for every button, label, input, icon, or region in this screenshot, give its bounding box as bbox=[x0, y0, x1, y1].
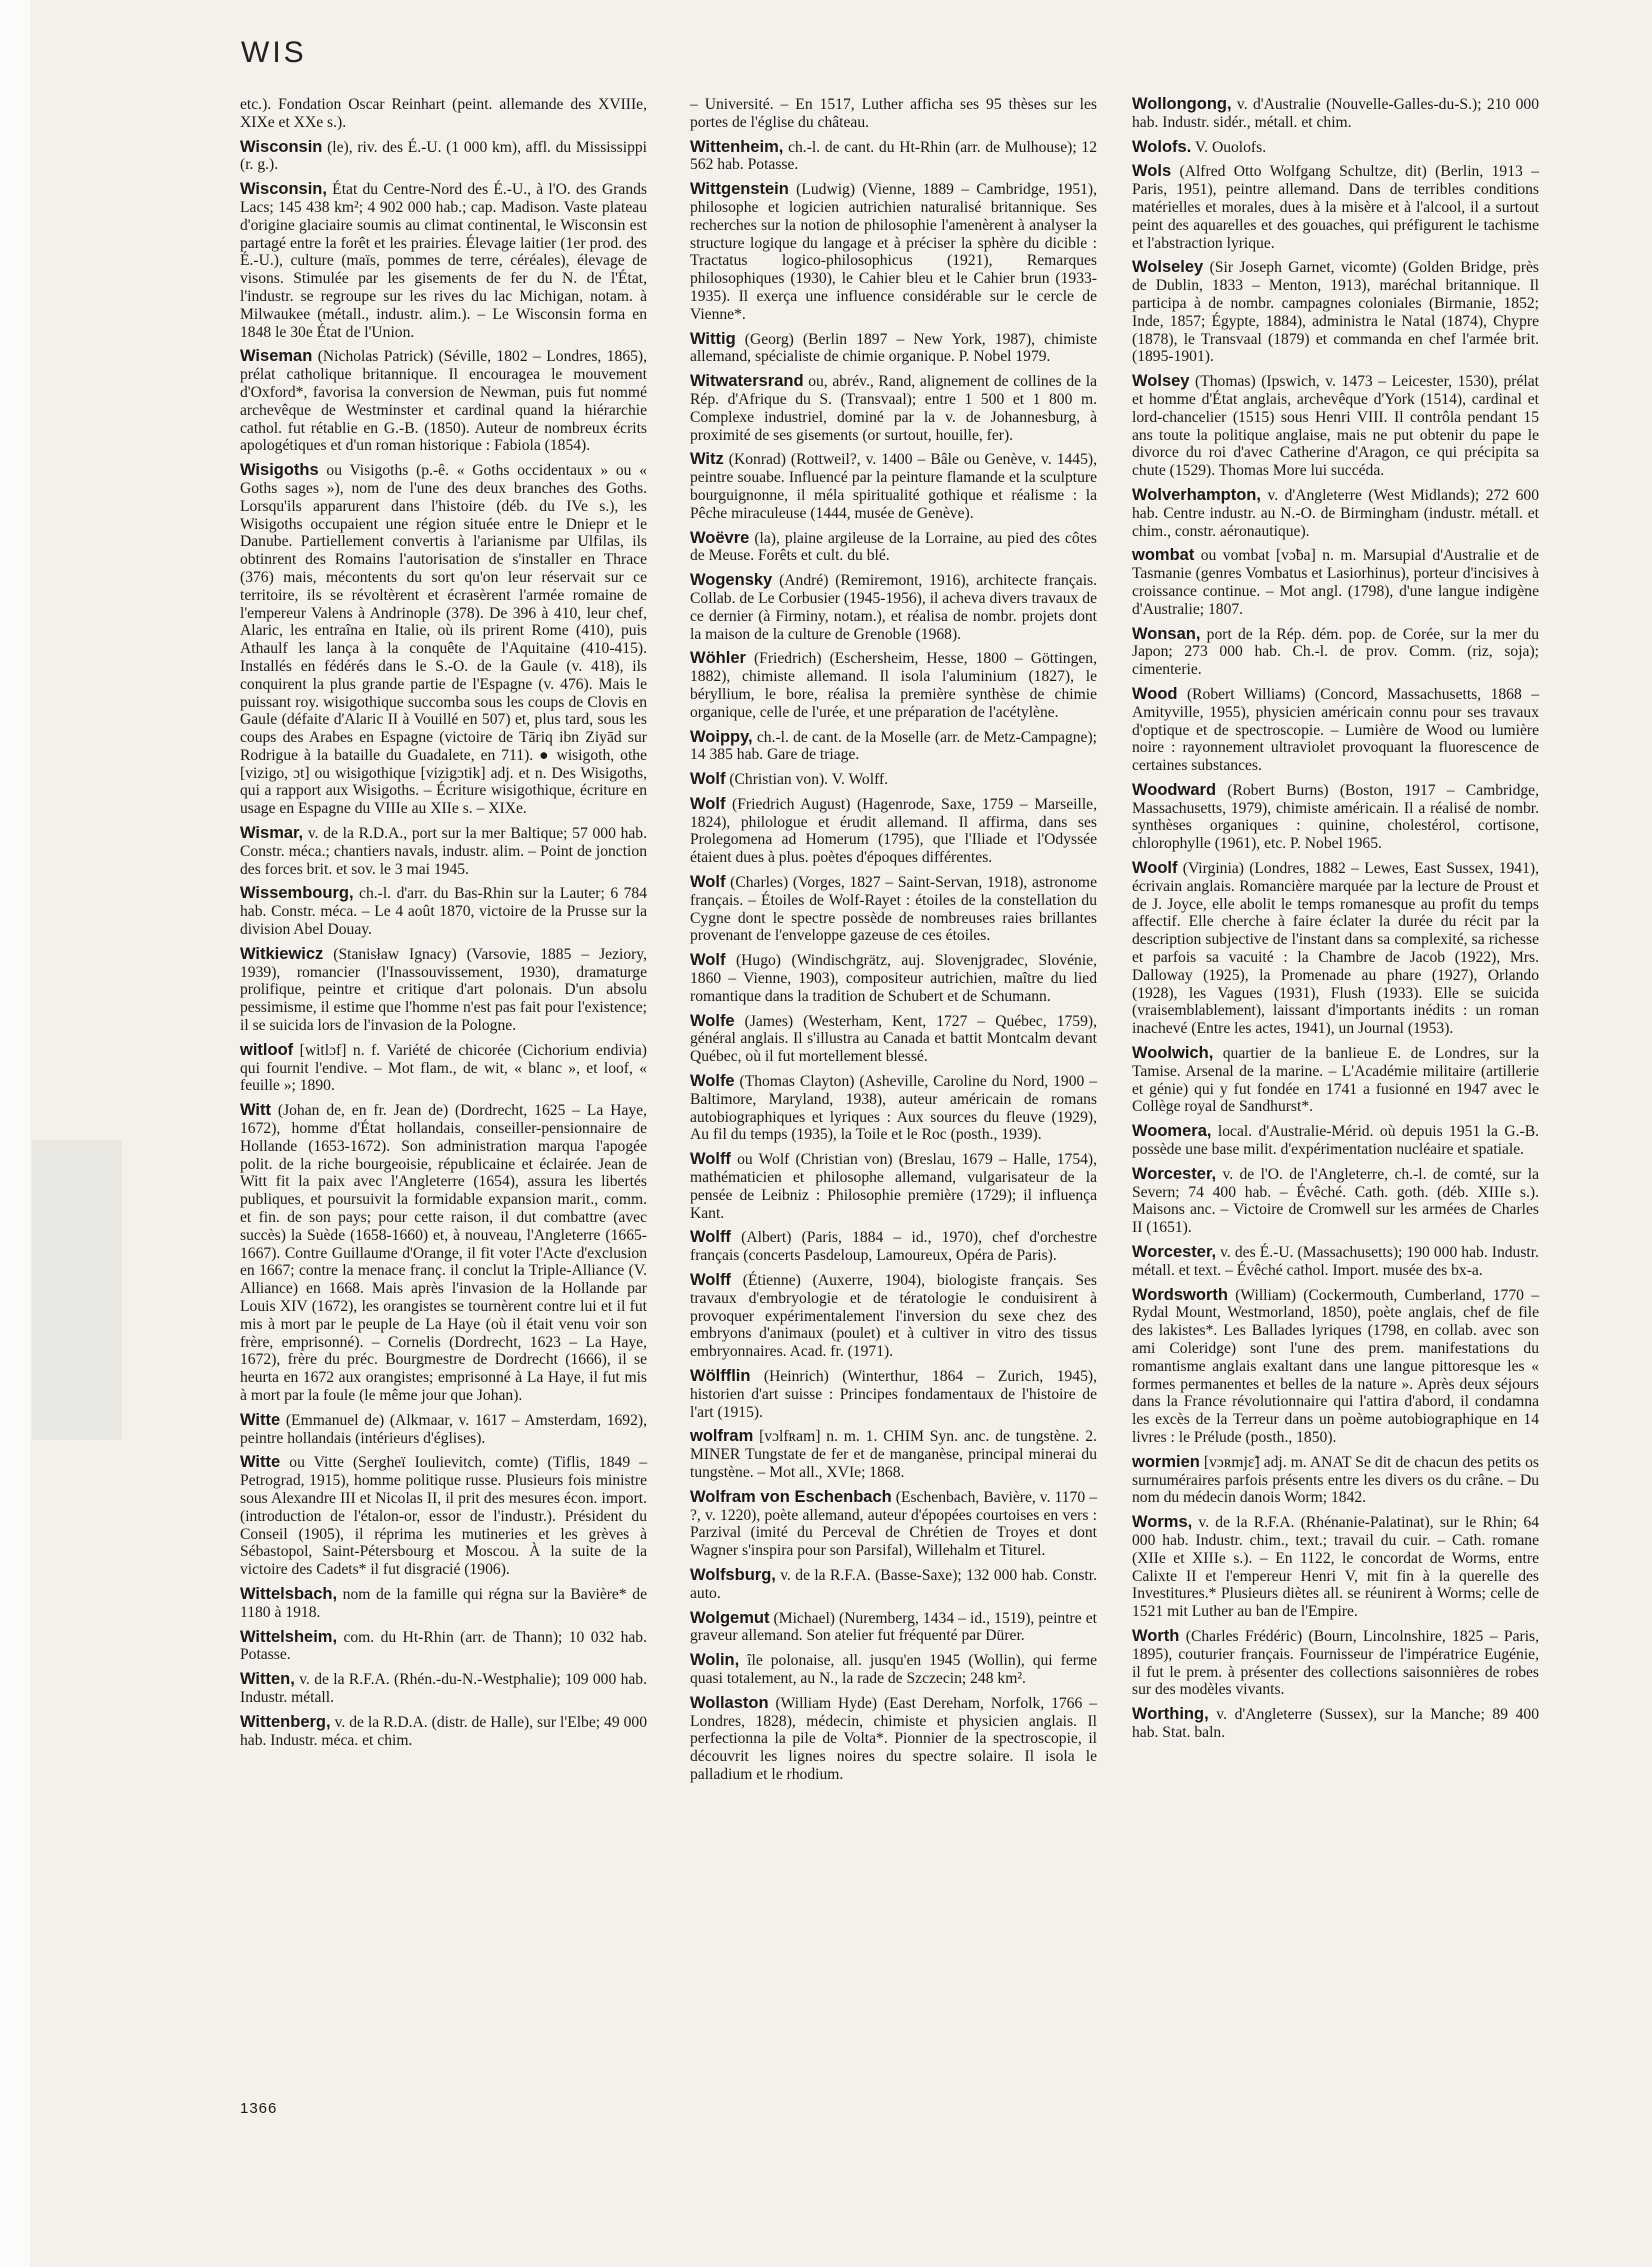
entry-headword: Worcester, bbox=[1132, 1164, 1217, 1183]
dictionary-entry bbox=[690, 796, 1097, 867]
entry-headword: Wittig bbox=[690, 329, 736, 348]
dictionary-entry bbox=[1132, 487, 1539, 540]
dictionary-entry bbox=[240, 181, 647, 341]
dictionary-entry bbox=[690, 1489, 1097, 1560]
column-2 bbox=[690, 96, 1097, 1791]
entry-headword: Wollaston bbox=[690, 1693, 769, 1712]
entry-headword: wolfram bbox=[690, 1427, 754, 1446]
entry-headword: wombat bbox=[1132, 546, 1195, 565]
dictionary-entry bbox=[690, 572, 1097, 643]
entry-text: [vɔʀmjɛ̃] adj. m. ANAT Se dit de chacun des petits os surnuméraires parfois présents entre les divers os du crâne. – Du nom du médecin danois Worm; 1842. bbox=[1132, 1453, 1539, 1507]
entry-text: com. du Ht-Rhin (arr. de Thann); 10 032 hab. Potasse. bbox=[240, 1628, 647, 1664]
show-through-image bbox=[32, 1140, 122, 1440]
entry-text: (James) (Westerham, Kent, 1727 – Québec, 1759), général anglais. Il s'illustra au Canada et battit Montcalm devant Québec, où il fut mortellement blessé. bbox=[690, 1012, 1097, 1066]
entry-text: local. d'Australie-Mérid. où depuis 1951 la G.-B. possède une base milit. d'expérimentation nucléaire et spatiale. bbox=[1132, 1123, 1539, 1159]
entry-text: (Albert) (Paris, 1884 – id., 1970), chef d'orchestre français (concerts Pasdeloup, Lamoureux, Opéra de Paris). bbox=[690, 1229, 1097, 1265]
column-3 bbox=[1132, 96, 1539, 1749]
entry-text: (Robert Williams) (Concord, Massachusetts, 1868 – Amityville, 1955), physicien américain connu pour ses travaux d'optique et de spectroscopie. – Lumière de Wood ou lumière noire : rayonnement ultraviolet provoquant la fluorescence de certaines substances. bbox=[1132, 685, 1539, 775]
entry-headword: Wolff bbox=[690, 1228, 731, 1247]
entry-headword: Wolin, bbox=[690, 1651, 740, 1670]
entry-text: v. des É.-U. (Massachusetts); 190 000 hab. Industr. métall. et text. – Évêché cathol. Import. musée des bx-a. bbox=[1132, 1244, 1539, 1279]
dictionary-entry bbox=[690, 1272, 1097, 1361]
entry-text: (Ludwig) (Vienne, 1889 – Cambridge, 1951), philosophe et logicien autrichien naturalisé britannique. Ses recherches sur la notion de philosophie l'amenèrent à analyser la structure logique du langage et à préciser la sphère du dicible : Tractatus logico-philosophicus (1921), Remarques philosophiques (1930), le Cahier bleu et le Cahier brun (1933-1935). Il exerça une influence considérable sur le cercle de Vienne*. bbox=[690, 181, 1097, 323]
entry-headword: Wittgenstein bbox=[690, 180, 789, 199]
entry-headword: Wolfsburg, bbox=[690, 1565, 776, 1584]
entry-headword: Woomera, bbox=[1132, 1122, 1212, 1141]
entry-headword: Wölfflin bbox=[690, 1367, 751, 1385]
entry-headword: Wittelsheim, bbox=[240, 1627, 338, 1646]
entry-text: ou Vitte (Sergheï Ioulievitch, comte) (Tiflis, 1849 – Petrograd, 1915), homme politique russe. Plusieurs fois ministre sous Alexandre III et Nicolas II, il prit des mesures écon. import. (introduction de l'étalon-or, essor de l'industr.). Président du Conseil (1905), il réprima les mutineries et les grèves à Sébastopol, Saint-Pétersbourg et Moscou. À la suite de la victoire des Cadets* il fut disgracié (1906). bbox=[240, 1454, 647, 1579]
entry-text: v. de la R.F.A. (Rhén.-du-N.-Westphalie); 109 000 hab. Industr. métall. bbox=[240, 1671, 647, 1706]
entry-headword: Wolfe bbox=[690, 1011, 735, 1030]
dictionary-entry bbox=[1132, 163, 1539, 252]
dictionary-entry bbox=[1132, 782, 1539, 853]
entry-text: (Alfred Otto Wolfgang Schultze, dit) (Berlin, 1913 – Paris, 1951), peintre allemand. Dans de terribles conditions matérielles et morales, dues à la misère et à l'alcool, il a surtout peint des aquarelles et des gouaches, qui préfigurent le tachisme et l'abstraction lyrique. bbox=[1132, 163, 1539, 252]
dictionary-entry bbox=[690, 1368, 1097, 1421]
entry-text: État du Centre-Nord des É.-U., à l'O. des Grands Lacs; 145 438 km²; 4 902 000 hab.; cap. Madison. Vaste plateau d'origine glaciaire soumis au climat continental, le Wisconsin est partagé entre la forêt et les prairies. Élevage laitier (1er prod. des É.-U.), culture (maïs, pommes de terre, céréales), élevage de visons. Stimulée par les gisements de fer du N. de l'État, l'industr. se regroupe sur les rives du lac Michigan, notam. à Milwaukee (métall., industr. alim.). – Le Wisconsin forma en 1848 le 30e État de l'Union. bbox=[240, 181, 647, 341]
dictionary-entry bbox=[240, 462, 647, 818]
dictionary-entry bbox=[690, 139, 1097, 175]
page-edge bbox=[0, 0, 30, 2267]
dictionary-entry bbox=[690, 451, 1097, 522]
entry-text: ou Visigoths (p.-ê. « Goths occidentaux » ou « Goths sages »), nom de l'une des deux branches des Goths. Lorsqu'ils apparurent dans l'histoire (déb. du IVe s.), les Wisigoths occupaient une région située entre le Dniepr et le Danube. Partiellement convertis à l'arianisme par Ulfilas, ils obtinrent des Romains l'autorisation de s'installer en Thrace (376) mais, mécontents du sort qu'on leur réservait sur ce territoire, ils se révoltèrent et écrasèrent l'armée romaine de l'empereur Valens à Andrinople (378). De 396 à 410, leur chef, Alaric, les entraîna en Italie, où ils prirent Rome (410), puis Athaulf les lança à la conquête de l'Aquitaine (410-415). Installés en fédérés dans le S.-O. de la Gaule (v. 418), ils conquirent la plus grande partie de l'Espagne (v. 476). Mais le puissant roy. wisigothique succomba sous les coups de Clovis en Gaule (défaite d'Alaric II à Vouillé en 507) et, plus tard, sous les coups des Arabes en Espagne (victoire de Tāriq ibn Ziyād sur Rodrigue à la bataille du Guadalete, en 711). ● wisigoth, othe [vizigo, ɔt] ou wisigothique [vizigɔtik] adj. et n. Des Wisigoths, qui a rapport aux Wisigoths. – Écriture wisigothique, écriture en usage en Espagne du VIIIe au XIIe s. – XIXe. bbox=[240, 462, 647, 818]
entry-text: (la), plaine argileuse de la Lorraine, au pied des côtes de Meuse. Forêts et cult. du blé. bbox=[690, 529, 1097, 565]
dictionary-entry bbox=[240, 139, 647, 175]
entry-text: (William Hyde) (East Dereham, Norfolk, 1766 – Londres, 1828), médecin, chimiste et physicien anglais. Il perfectionna la pile de Volta*. Pionnier de la spectroscopie, il découvrit les lignes noires du spectre solaire. Il isola le palladium et le rhodium. bbox=[690, 1694, 1097, 1783]
entry-headword: Wols bbox=[1132, 162, 1172, 181]
entry-headword: Wöhler bbox=[690, 649, 746, 668]
dictionary-entry bbox=[690, 874, 1097, 945]
dictionary-entry bbox=[690, 1428, 1097, 1481]
entry-text: [witlɔf] n. f. Variété de chicorée (Cichorium endivia) qui fournit l'endive. – Mot flam., de wit, « blanc », et loof, « feuille »; 1890. bbox=[240, 1041, 647, 1095]
entry-headword: Wordsworth bbox=[1132, 1285, 1228, 1304]
dictionary-entry bbox=[690, 373, 1097, 444]
entry-headword: Wolsey bbox=[1132, 372, 1190, 391]
column-1 bbox=[240, 96, 647, 1756]
dictionary-entry bbox=[240, 1412, 647, 1448]
dictionary-entry bbox=[690, 1013, 1097, 1066]
dictionary-entry bbox=[690, 530, 1097, 566]
dictionary-entry bbox=[690, 1151, 1097, 1222]
entry-text: (Heinrich) (Winterthur, 1864 – Zurich, 1945), historien d'art suisse : Principes fondamentaux de l'histoire de l'art (1915). bbox=[690, 1368, 1097, 1421]
entry-columns bbox=[240, 96, 1541, 2096]
entry-text: (Eschenbach, Bavière, v. 1170 – ?, v. 1220), poète allemand, auteur d'épopées courtoises en vers : Parzival (imité du Perceval de Chrétien de Troyes et dont Wagner s'inspira pour son Parsifal), Willehalm et Titurel. bbox=[690, 1488, 1097, 1560]
entry-headword: Witten, bbox=[240, 1670, 295, 1689]
entry-text: (Georg) (Berlin 1897 – New York, 1987), chimiste allemand, spécialiste de chimie organique. P. Nobel 1979. bbox=[690, 330, 1097, 366]
entry-text: ch.-l. d'arr. du Bas-Rhin sur la Lauter; 6 784 hab. Constr. méca. – Le 4 août 1870, victoire de la Prusse sur la division Abel Douay. bbox=[240, 885, 647, 939]
entry-text: V. Ouolofs. bbox=[1191, 138, 1267, 156]
entry-headword: Wolff bbox=[690, 1150, 731, 1169]
dictionary-entry bbox=[1132, 259, 1539, 366]
dictionary-entry bbox=[1132, 626, 1539, 679]
entry-headword: Witkiewicz bbox=[240, 944, 324, 963]
entry-headword: Woolf bbox=[1132, 859, 1178, 878]
entry-text: (William) (Cockermouth, Cumberland, 1770 – Rydal Mount, Westmorland, 1850), poète anglais, chef de file des lakistes*. Les Ballades lyriques (1798, en collab. avec son ami Coleridge) sont l'une des prem. manifestations du romantisme anglais exaltant dans une langue pittoresque les « formes permanentes et belles de la nature ». Après deux séjours dans la France révolutionnaire qui l'attira d'abord, il condamna les excès de la Terreur dans un poème autobiographique en 14 livres : le Prélude (posth., 1850). bbox=[1132, 1286, 1539, 1446]
entry-headword: Wolseley bbox=[1132, 258, 1204, 277]
entry-text: v. de la R.D.A., port sur la mer Baltique; 57 000 hab. Constr. méca.; chantiers navals, industr. alim. – Point de jonction des forces brit. et sov. le 3 mai 1945. bbox=[240, 825, 647, 878]
entry-text: [vɔlfʀam] n. m. 1. CHIM Syn. anc. de tungstène. 2. MINER Tungstate de fer et de manganèse, principal minerai du tungstène. – Mot all., XVIe; 1868. bbox=[690, 1428, 1097, 1481]
dictionary-entry bbox=[1132, 373, 1539, 480]
entry-headword: Wissembourg, bbox=[240, 884, 354, 903]
dictionary-entry bbox=[240, 825, 647, 878]
entry-headword: Worth bbox=[1132, 1626, 1180, 1645]
entry-headword: Wolf bbox=[690, 873, 726, 892]
dictionary-entry bbox=[1132, 1454, 1539, 1507]
entry-headword: Wolverhampton, bbox=[1132, 485, 1261, 504]
entry-headword: Wolff bbox=[690, 1271, 731, 1290]
dictionary-entry bbox=[1132, 1287, 1539, 1447]
entry-headword: Wollongong, bbox=[1132, 95, 1232, 113]
dictionary-entry bbox=[1132, 1514, 1539, 1621]
entry-text: (Johan de, en fr. Jean de) (Dordrecht, 1625 – La Haye, 1672), homme d'État hollandais, conseiller-pensionnaire de Hollande (1653-1672). Son administration marqua l'apogée polit. de la riche bourgeoisie, républicaine et éclairée. Jean de Witt fit la paix avec l'Angleterre (1654), assura les libertés publiques, et poursuivit la formidable expansion marit., comm. et fin. de son pays; pour cette raison, il dut combattre (avec succès) la Suède (1658-1660) et, à nouveau, l'Angleterre (1665-1667). Contre Guillaume d'Orange, il fit voter l'Acte d'exclusion en 1667; contre la menace franç. il conclut la Triple-Alliance (V. Alliance) en 1668. Mais après l'invasion de la Hollande par Louis XIV (1672), les orangistes se tournèrent contre lui et il fut mis à mort par le peuple de La Haye (où il était venu voir son frère, emprisonné). – Cornelis (Dordrecht, 1623 – La Haye, 1672), frère du préc. Bourgmestre de Dordrecht (1666), il se heurta en 1672 aux orangistes; emprisonné à La Haye, il fut mis à mort par la foule (le même jour que Johan). bbox=[240, 1102, 647, 1404]
dictionary-entry bbox=[240, 1586, 647, 1622]
entry-text: ch.-l. de cant. du Ht-Rhin (arr. de Mulhouse); 12 562 hab. Potasse. bbox=[690, 138, 1097, 174]
entry-headword: Witt bbox=[240, 1101, 272, 1120]
dictionary-entry bbox=[1132, 1706, 1539, 1742]
entry-headword: Worthing, bbox=[1132, 1705, 1209, 1724]
entry-headword: Wolfe bbox=[690, 1072, 735, 1091]
entry-text: (André) (Remiremont, 1916), architecte français. Collab. de Le Corbusier (1945-1956), il acheva divers travaux de ce dernier (à Firminy, notam.), et réalisa de nombr. projets dont la maison de la culture de Grenoble (1968). bbox=[690, 572, 1097, 643]
dictionary-entry bbox=[1132, 1166, 1539, 1237]
entry-headword: Wittelsbach, bbox=[240, 1584, 338, 1603]
dictionary-entry bbox=[1132, 860, 1539, 1038]
dictionary-entry bbox=[690, 1073, 1097, 1144]
entry-headword: Wonsan, bbox=[1132, 624, 1201, 643]
dictionary-entry bbox=[1132, 1123, 1539, 1159]
entry-headword: Woolwich, bbox=[1132, 1044, 1214, 1063]
entry-headword: witloof bbox=[240, 1040, 294, 1059]
entry-text: île polonaise, all. jusqu'en 1945 (Wollin), qui ferme quasi totalement, au N., la rade de Szczecin; 248 km². bbox=[690, 1652, 1097, 1687]
dictionary-entry bbox=[240, 1454, 647, 1579]
entry-text: (Friedrich) (Eschersheim, Hesse, 1800 – Göttingen, 1882), chimiste allemand. Il isola l'aluminium (1827), le béryllium, le bore, réalisa la première synthèse de chimie organique, celle de l'urée, et une préparation de l'acétylène. bbox=[690, 650, 1097, 721]
dictionary-entry bbox=[240, 1671, 647, 1707]
dictionary-entry bbox=[1132, 686, 1539, 775]
entry-text: (Charles) (Vorges, 1827 – Saint-Servan, 1918), astronome français. – Étoiles de Wolf-Rayet : étoiles de la constellation du Cygne dont le spectre possède de nombreuses raies brillantes provenant de l'enveloppe gazeuse de ces étoiles. bbox=[690, 874, 1097, 945]
dictionary-entry bbox=[1132, 96, 1539, 132]
entry-headword: Wismar, bbox=[240, 824, 304, 843]
page-number: 1366 bbox=[240, 2100, 278, 2117]
entry-headword: Wisconsin bbox=[240, 137, 323, 156]
entry-headword: Wittenheim, bbox=[690, 137, 784, 156]
entry-headword: Wood bbox=[1132, 684, 1178, 703]
dictionary-entry bbox=[1132, 1628, 1539, 1699]
entry-text: v. d'Angleterre (West Midlands); 272 600 hab. Centre industr. au N.-O. de Birmingham (industr. métall. et chim., constr. aéronautique). bbox=[1132, 486, 1539, 540]
entry-headword: Wolf bbox=[690, 794, 726, 813]
dictionary-entry bbox=[690, 1610, 1097, 1646]
entry-headword: Witz bbox=[690, 450, 724, 469]
entry-text: (Charles Frédéric) (Bourn, Lincolnshire, 1825 – Paris, 1895), couturier français. Fournisseur de l'impératrice Eugénie, il fut le prem. à présenter des collections saisonnières de robes sur des modèles vivants. bbox=[1132, 1627, 1539, 1699]
entry-headword: Wolofs. bbox=[1132, 137, 1192, 156]
entry-headword: Wisconsin, bbox=[240, 180, 327, 199]
entry-headword: Witwatersrand bbox=[690, 372, 804, 391]
entry-headword: Woëvre bbox=[690, 528, 750, 547]
dictionary-entry bbox=[240, 96, 647, 132]
entry-text: (Sir Joseph Garnet, vicomte) (Golden Bridge, près de Dublin, 1833 – Menton, 1913), maréchal britannique. Il participa à de nombr. campagnes coloniales (Birmanie, 1852; Inde, 1857; Égypte, 1884), administra le Natal (1874), Chypre (1878), le Transvaal (1879) et commanda en chef l'armée brit. (1895-1901). bbox=[1132, 259, 1539, 366]
dictionary-entry bbox=[240, 1042, 647, 1095]
entry-text: v. d'Australie (Nouvelle-Galles-du-S.); 210 000 hab. Industr. sidér., métall. et chim. bbox=[1132, 96, 1539, 131]
entry-text: nom de la famille qui régna sur la Bavière* de 1180 à 1918. bbox=[240, 1585, 647, 1621]
entry-text: (Nicholas Patrick) (Séville, 1802 – Londres, 1865), prélat catholique britannique. Il encouragea le mouvement d'Oxford*, favorisa la conversion de Newman, puis fut nommé archevêque de Westminster et cardinal quand la hiérarchie cathol. fut rétablie en G.-B. (1850). Auteur de nombreux écrits apologétiques et d'un roman historique : Fabiola (1854). bbox=[240, 348, 647, 455]
dictionary-entry bbox=[690, 1652, 1097, 1688]
entry-headword: Wolf bbox=[690, 951, 726, 970]
entry-headword: Wiseman bbox=[240, 347, 313, 366]
dictionary-entry bbox=[690, 650, 1097, 721]
entry-text: ou Wolf (Christian von) (Breslau, 1679 – Halle, 1754), mathématicien et philosophe allemand, vulgarisateur de la pensée de Leibniz : Philosophie première (1729); il influença Kant. bbox=[690, 1151, 1097, 1222]
entry-text: (Christian von). V. Wolff. bbox=[725, 771, 889, 789]
dictionary-entry bbox=[690, 331, 1097, 367]
dictionary-entry bbox=[1132, 1244, 1539, 1280]
entry-headword: Wolfram von Eschenbach bbox=[690, 1487, 892, 1506]
dictionary-entry bbox=[690, 181, 1097, 323]
entry-headword: Wogensky bbox=[690, 571, 773, 590]
entry-text: v. de la R.F.A. (Basse-Saxe); 132 000 hab. Constr. auto. bbox=[690, 1566, 1097, 1602]
entry-text: – Université. – En 1517, Luther afficha ses 95 thèses sur les portes de l'église du château. bbox=[690, 96, 1097, 131]
entry-headword: wormien bbox=[1132, 1452, 1200, 1471]
entry-text: (Michael) (Nuremberg, 1434 – id., 1519), peintre et graveur allemand. Son atelier fut fréquenté par Dürer. bbox=[690, 1609, 1097, 1645]
dictionary-entry bbox=[690, 96, 1097, 132]
entry-text: v. de la R.F.A. (Rhénanie-Palatinat), sur le Rhin; 64 000 hab. Industr. chim., text.; travail du cuir. – Cath. romane (XIIe et XIIIe s.). – En 1122, le concordat de Worms, entre Calixte II et l'empereur Henri V, mit fin à la querelle des Investitures.* Plusieurs diètes all. se réunirent à Worms; celle de 1521 mit Luther au ban de l'Empire. bbox=[1132, 1514, 1539, 1621]
entry-text: (Thomas) (Ipswich, v. 1473 – Leicester, 1530), prélat et homme d'État anglais, archevêque d'York (1514), cardinal et lord-chancelier (1515) sous Henri VIII. Il contrôla pendant 15 ans toute la politique anglaise, mais ne put obtenir du pape le divorce du roi d'avec Catherine d'Aragon, ce qui précipita sa chute (1529). Thomas More lui succéda. bbox=[1132, 373, 1539, 480]
entry-text: ch.-l. de cant. de la Moselle (arr. de Metz-Campagne); 14 385 hab. Gare de triage. bbox=[690, 728, 1097, 764]
entry-text: (Stanisław Ignacy) (Varsovie, 1885 – Jeziory, 1939), romancier (l'Inassouvissement, 1930), dramaturge prolifique, peintre et critique d'art polonais. D'un absolu pessimisme, il estime que l'homme n'est pas fait pour l'existence; il se suicida lors de l'invasion de la Pologne. bbox=[240, 945, 647, 1035]
entry-text: v. de l'O. de l'Angleterre, ch.-l. de comté, sur la Severn; 74 400 hab. – Évêché. Cath. goth. (déb. XIIIe s.). Maisons anc. – Victoire de Cromwell sur les armées de Charles II (1651). bbox=[1132, 1165, 1539, 1237]
entry-text: (Thomas Clayton) (Asheville, Caroline du Nord, 1900 – Baltimore, Maryland, 1938), auteur américain de romans autobiographiques et lyriques : Aux sources du fleuve (1929), Au fil du temps (1935), la Toile et le Roc (posth., 1939). bbox=[690, 1073, 1097, 1144]
entry-text: v. d'Angleterre (Sussex), sur la Manche; 89 400 hab. Stat. baln. bbox=[1132, 1706, 1539, 1741]
dictionary-entry bbox=[240, 885, 647, 938]
entry-text: (Hugo) (Windischgrätz, auj. Slovenjgradec, Slovénie, 1860 – Vienne, 1903), compositeur autrichien, maître du lied romantique dans la tradition de Schubert et de Schumann. bbox=[690, 952, 1097, 1005]
entry-text: (Emmanuel de) (Alkmaar, v. 1617 – Amsterdam, 1692), peintre hollandais (intérieurs d'églises). bbox=[240, 1411, 647, 1447]
dictionary-entry bbox=[690, 729, 1097, 765]
dictionary-entry bbox=[1132, 547, 1539, 618]
dictionary-entry bbox=[240, 946, 647, 1035]
dictionary-entry bbox=[690, 771, 1097, 789]
entry-headword: Wolgemut bbox=[690, 1608, 770, 1627]
entry-headword: Witte bbox=[240, 1453, 281, 1472]
dictionary-entry bbox=[1132, 139, 1539, 157]
entry-text: port de la Rép. dém. pop. de Corée, sur la mer du Japon; 273 000 hab. Ch.-l. de prov. Comm. (riz, soja); cimenterie. bbox=[1132, 625, 1539, 679]
entry-text: (Étienne) (Auxerre, 1904), biologiste français. Ses travaux d'embryologie et de tératologie le conduisirent à provoquer expérimentalement l'inversion du sexe chez des embryons d'animaux (poulet) et à cultiver in vitro des tissus embryonnaires. Acad. fr. (1971). bbox=[690, 1272, 1097, 1361]
entry-text: (Konrad) (Rottweil?, v. 1400 – Bâle ou Genève, v. 1445), peintre souabe. Influencé par la peinture flamande et la sculpture bourguignonne, il méla spiritualité gothique et réalisme : la Pêche miraculeuse (1444, musée de Genève). bbox=[690, 451, 1097, 522]
entry-text: (Virginia) (Londres, 1882 – Lewes, East Sussex, 1941), écrivain anglais. Romancière marquée par la lecture de Proust et de J. Joyce, elle abolit le temps romanesque au profit du temps affectif. Elle cherche à faire éclater la durée du récit par la description subjective de l'instant dans sa complexité, sa richesse et parfois sa vacuité : la Chambre de Jacob (1922), Mrs. Dalloway (1925), la Promenade au phare (1927), Orlando (1928), les Vagues (1931), Flush (1933). Elle se suicida (vraisemblablement), laissant d'importants inédits : un roman inachevé (Entre les actes, 1941), un Journal (1953). bbox=[1132, 860, 1539, 1038]
dictionary-entry bbox=[690, 1567, 1097, 1603]
entry-headword: Wolf bbox=[690, 770, 726, 789]
entry-text: v. de la R.D.A. (distr. de Halle), sur l'Elbe; 49 000 hab. Industr. méca. et chim. bbox=[240, 1713, 647, 1749]
dictionary-entry bbox=[240, 1629, 647, 1665]
entry-headword: Wittenberg, bbox=[240, 1712, 331, 1731]
dictionary-entry bbox=[240, 1714, 647, 1750]
entry-text: (le), riv. des É.-U. (1 000 km), affl. du Mississippi (r. g.). bbox=[240, 138, 647, 174]
entry-headword: Witte bbox=[240, 1410, 281, 1429]
entry-headword: Worms, bbox=[1132, 1513, 1193, 1532]
dictionary-entry bbox=[690, 1229, 1097, 1265]
entry-text: ou, abrév., Rand, alignement de collines de la Rép. d'Afrique du S. (Transvaal); entre 1 500 et 1 800 m. Complexe industriel, dominé par la v. de Johannesburg, à proximité de ses gisements (or surtout, houille, fer). bbox=[690, 373, 1097, 444]
dictionary-entry bbox=[690, 1695, 1097, 1784]
running-head: WIS bbox=[241, 36, 307, 69]
entry-headword: Woippy, bbox=[690, 727, 753, 746]
entry-headword: Woodward bbox=[1132, 780, 1217, 799]
entry-text: etc.). Fondation Oscar Reinhart (peint. allemande des XVIIIe, XIXe et XXe s.). bbox=[240, 96, 647, 131]
entry-headword: Wisigoths bbox=[240, 461, 319, 480]
dictionary-entry bbox=[240, 348, 647, 455]
entry-text: (Robert Burns) (Boston, 1917 – Cambridge, Massachusetts, 1979), chimiste américain. Il a réalisé de nombr. synthèses organiques : quinine, cholestérol, cortisone, chlorophylle (1961), etc. P. Nobel 1965. bbox=[1132, 781, 1539, 853]
entry-text: quartier de la banlieue E. de Londres, sur la Tamise. Arsenal de la marine. – L'Académie militaire (artillerie et génie) qui y fut fondée en 1741 a fusionné en 1947 avec le Collège royal de Sandhurst*. bbox=[1132, 1045, 1539, 1116]
entry-text: ou vombat [vɔ̃ba] n. m. Marsupial d'Australie et de Tasmanie (genres Vombatus et Lasiorhinus), porteur d'incisives à croissance continue. – Mot angl. (1798), d'une langue indigène d'Australie; 1807. bbox=[1132, 547, 1539, 618]
dictionary-entry bbox=[240, 1102, 647, 1405]
entry-text: (Friedrich August) (Hagenrode, Saxe, 1759 – Marseille, 1824), philologue et érudit allemand. Il affirma, dans ses Prolegomena ad Homerum (1795), que l'Iliade et l'Odyssée étaient dues à plus. poètes d'époques différentes. bbox=[690, 795, 1097, 867]
dictionary-entry bbox=[690, 952, 1097, 1005]
entry-headword: Worcester, bbox=[1132, 1243, 1217, 1262]
dictionary-entry bbox=[1132, 1045, 1539, 1116]
